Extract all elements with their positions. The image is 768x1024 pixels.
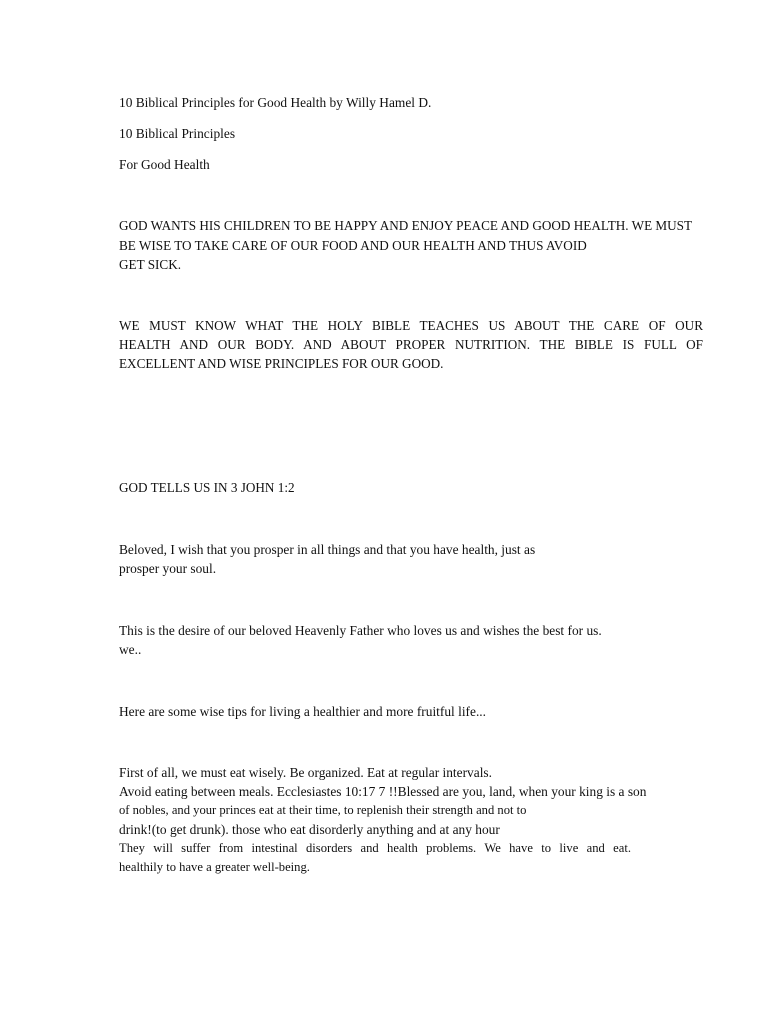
tips-line-5: They will suffer from intestinal disorders and health problems. We have to live and eat. (119, 841, 631, 855)
paragraph-2-line-2: HEALTH AND OUR BODY. AND ABOUT PROPER NUTRITION. THE BIBLE IS FULL OF (119, 337, 703, 352)
tips-line-6: healthily to have a greater well-being. (119, 860, 310, 874)
paragraph-1-line-1: GOD WANTS HIS CHILDREN TO BE HAPPY AND ENJOY PEACE AND GOOD HEALTH. WE MUST (119, 218, 693, 233)
heading-principles: 10 Biblical Principles (119, 126, 236, 141)
verse-text-line-2: prosper your soul. (119, 561, 217, 576)
verse-text-line-1: Beloved, I wish that you prosper in all things and that you have health, just as (119, 542, 536, 557)
tips-line-4: drink!(to get drunk). those who eat disorderly anything and at any hour (119, 822, 500, 837)
paragraph-2-line-3: EXCELLENT AND WISE PRINCIPLES FOR OUR GOOD. (119, 356, 444, 371)
tips-line-1: First of all, we must eat wisely. Be organized. Eat at regular intervals. (119, 765, 492, 780)
document-title-line: 10 Biblical Principles for Good Health by Willy Hamel D. (119, 95, 432, 110)
desire-text-line-1: This is the desire of our beloved Heavenly Father who loves us and wishes the best for us. (119, 623, 602, 638)
tips-intro: Here are some wise tips for living a healthier and more fruitful life... (119, 704, 487, 719)
paragraph-2-line-1: WE MUST KNOW WHAT THE HOLY BIBLE TEACHES US ABOUT THE CARE OF OUR (119, 318, 703, 333)
desire-text-line-2: we.. (119, 642, 142, 657)
verse-reference: GOD TELLS US IN 3 JOHN 1:2 (119, 480, 295, 495)
tips-line-3: of nobles, and your princes eat at their time, to replenish their strength and not to (119, 803, 527, 817)
paragraph-1-line-3: GET SICK. (119, 257, 182, 272)
heading-good-health: For Good Health (119, 157, 210, 172)
tips-line-2: Avoid eating between meals. Ecclesiastes 10:17 7 !!Blessed are you, land, when your king is a son (119, 784, 647, 799)
paragraph-1-line-2: BE WISE TO TAKE CARE OF OUR FOOD AND OUR HEALTH AND THUS AVOID (119, 238, 587, 253)
